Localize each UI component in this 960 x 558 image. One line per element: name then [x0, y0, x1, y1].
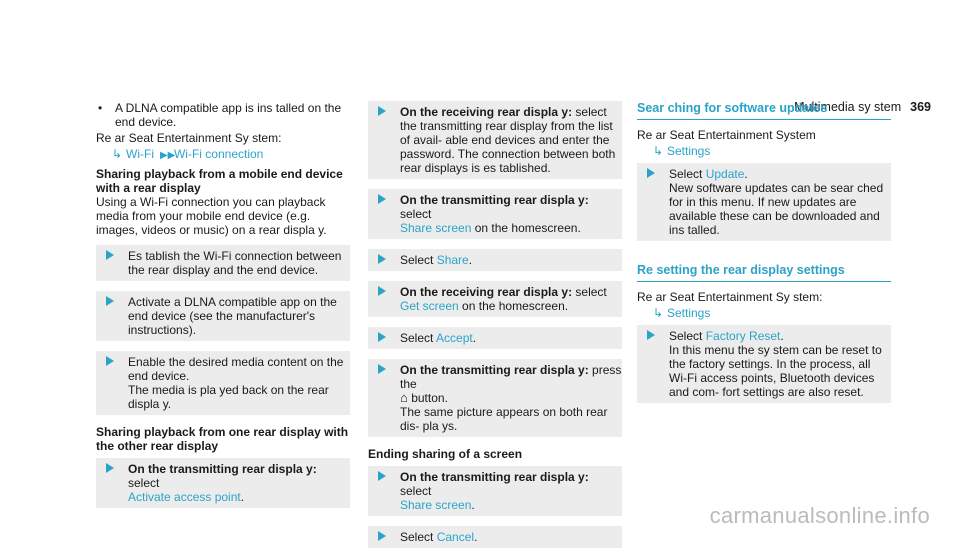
punctuation: .: [780, 329, 784, 343]
step-item: [368, 359, 622, 437]
step-text: select the transmitting rear display from the list of avail‐ able end devices and enter the password. The connection between both rear displays is es tablished.: [400, 105, 616, 175]
step-condition: On the transmitting rear displa y:: [400, 363, 589, 377]
step-item: [96, 291, 350, 341]
nav-link-settings[interactable]: Settings: [667, 144, 711, 158]
section-heading: Sear ching for software updates: [637, 101, 891, 120]
home-icon: ⌂: [400, 390, 408, 405]
step-item: [637, 325, 891, 403]
nav-link-wifi[interactable]: Wi-Fi: [126, 147, 154, 161]
step-text: Select: [400, 331, 434, 345]
step-result: The media is pla yed back on the rear displa y.: [128, 383, 329, 411]
step-text: Select: [400, 253, 434, 267]
nav-arrow-icon: ↳: [653, 144, 664, 158]
subheading: Sharing playback from a mobile end device with a rear display: [96, 167, 343, 195]
double-chevron-icon: ▶▶: [159, 150, 176, 161]
link-share-screen[interactable]: Share screen: [400, 221, 472, 235]
step-item: [368, 189, 622, 239]
link-factory-reset[interactable]: Factory Reset: [705, 329, 781, 343]
step-item: [368, 466, 622, 516]
nav-arrow-icon: ↳: [653, 306, 664, 320]
column-right: [637, 101, 891, 413]
nav-path: [637, 144, 891, 158]
step-text: on the homescreen.: [474, 221, 581, 235]
step-condition: On the receiving rear displa y:: [400, 285, 573, 299]
step-arrow-icon: [647, 168, 655, 178]
step-condition: On the transmitting rear displa y:: [400, 470, 589, 484]
paragraph: Using a Wi-Fi connection you can playback media from your mobile end device (e.g. images, videos or music) on a rear displa y.: [96, 195, 327, 237]
subheading: Ending sharing of a screen: [368, 447, 523, 461]
link-share-screen[interactable]: Share screen: [400, 498, 472, 512]
step-arrow-icon: [378, 471, 386, 481]
step-condition: On the transmitting rear displa y:: [400, 193, 589, 207]
step-text: Es tablish the Wi-Fi connection between the rear display and the end device.: [128, 249, 342, 277]
step-text: Select: [669, 167, 703, 181]
step-text: select: [128, 476, 160, 490]
link-activate-access-point[interactable]: Activate access point: [128, 490, 241, 504]
step-arrow-icon: [106, 250, 114, 260]
step-result: In this menu the sy stem can be reset to the factory settings. In the process, all Wi-Fi access points, Bluetooth devices and com‐ fort settings are also reset.: [669, 343, 882, 399]
step-text: press the: [400, 363, 622, 391]
punctuation: .: [468, 253, 473, 267]
punctuation: .: [472, 331, 477, 345]
step-item: [368, 281, 622, 317]
punctuation: .: [474, 530, 478, 544]
step-item: [637, 163, 891, 241]
step-arrow-icon: [378, 286, 386, 296]
step-condition: On the receiving rear displa y:: [400, 105, 573, 119]
step-arrow-icon: [378, 364, 386, 374]
link-get-screen[interactable]: Get screen: [400, 299, 459, 313]
punctuation: .: [240, 490, 245, 504]
nav-link-wifi-connection[interactable]: Wi-Fi connection: [173, 147, 264, 161]
step-item: [96, 351, 350, 415]
step-result: New software updates can be sear ched for in this menu. If new updates are available these can be downloaded and ins talled.: [669, 181, 884, 237]
step-text: Select: [669, 329, 703, 343]
step-arrow-icon: [647, 330, 655, 340]
step-arrow-icon: [378, 332, 386, 342]
column-left: [96, 101, 350, 518]
watermark: carmanualsonline.info: [709, 503, 930, 528]
step-text: button.: [411, 391, 448, 405]
step-text: on the homescreen.: [462, 299, 569, 313]
step-item: [368, 101, 622, 179]
step-arrow-icon: [378, 254, 386, 264]
menu-path-label: Re ar Seat Entertainment Sy stem:: [637, 290, 823, 304]
step-text: Enable the desired media content on the end device.: [128, 355, 344, 383]
nav-path: [637, 306, 891, 320]
step-arrow-icon: [378, 194, 386, 204]
step-text: select: [400, 207, 432, 221]
subheading: Sharing playback from one rear display with the other rear display: [96, 425, 349, 453]
nav-link-settings[interactable]: Settings: [667, 306, 711, 320]
step-text: Select: [400, 530, 434, 544]
page-number: 369: [910, 100, 931, 114]
step-text: Activate a DLNA compatible app on the end device (see the manufacturer's instructions).: [128, 295, 337, 337]
column-middle: [368, 101, 622, 558]
step-text: select: [575, 285, 607, 299]
menu-path-label: Re ar Seat Entertainment Sy stem:: [96, 131, 282, 145]
punctuation: .: [471, 498, 475, 512]
nav-arrow-icon: ↳: [112, 147, 123, 161]
step-item: [368, 526, 622, 548]
step-item: [96, 458, 350, 508]
link-cancel[interactable]: Cancel: [436, 530, 475, 544]
step-arrow-icon: [106, 296, 114, 306]
bullet-item: • A DLNA compatible app is ins talled on the end device.: [96, 101, 350, 129]
step-arrow-icon: [106, 356, 114, 366]
header-section-title: Multimedia sy stem: [794, 100, 902, 114]
step-item: [96, 245, 350, 281]
link-share[interactable]: Share: [436, 253, 469, 267]
step-item: [368, 249, 622, 271]
punctuation: .: [744, 167, 748, 181]
step-item: [368, 327, 622, 349]
nav-path: [96, 147, 350, 163]
step-condition: On the transmitting rear displa y:: [128, 462, 317, 476]
step-arrow-icon: [378, 106, 386, 116]
menu-path-label: Re ar Seat Entertainment System: [637, 128, 816, 142]
link-accept[interactable]: Accept: [436, 331, 473, 345]
link-update[interactable]: Update: [705, 167, 745, 181]
step-text: select: [400, 484, 432, 498]
step-result: The same picture appears on both rear dis‐ pla ys.: [400, 405, 608, 433]
section-heading: Re setting the rear display settings: [637, 263, 891, 282]
step-arrow-icon: [106, 463, 114, 473]
